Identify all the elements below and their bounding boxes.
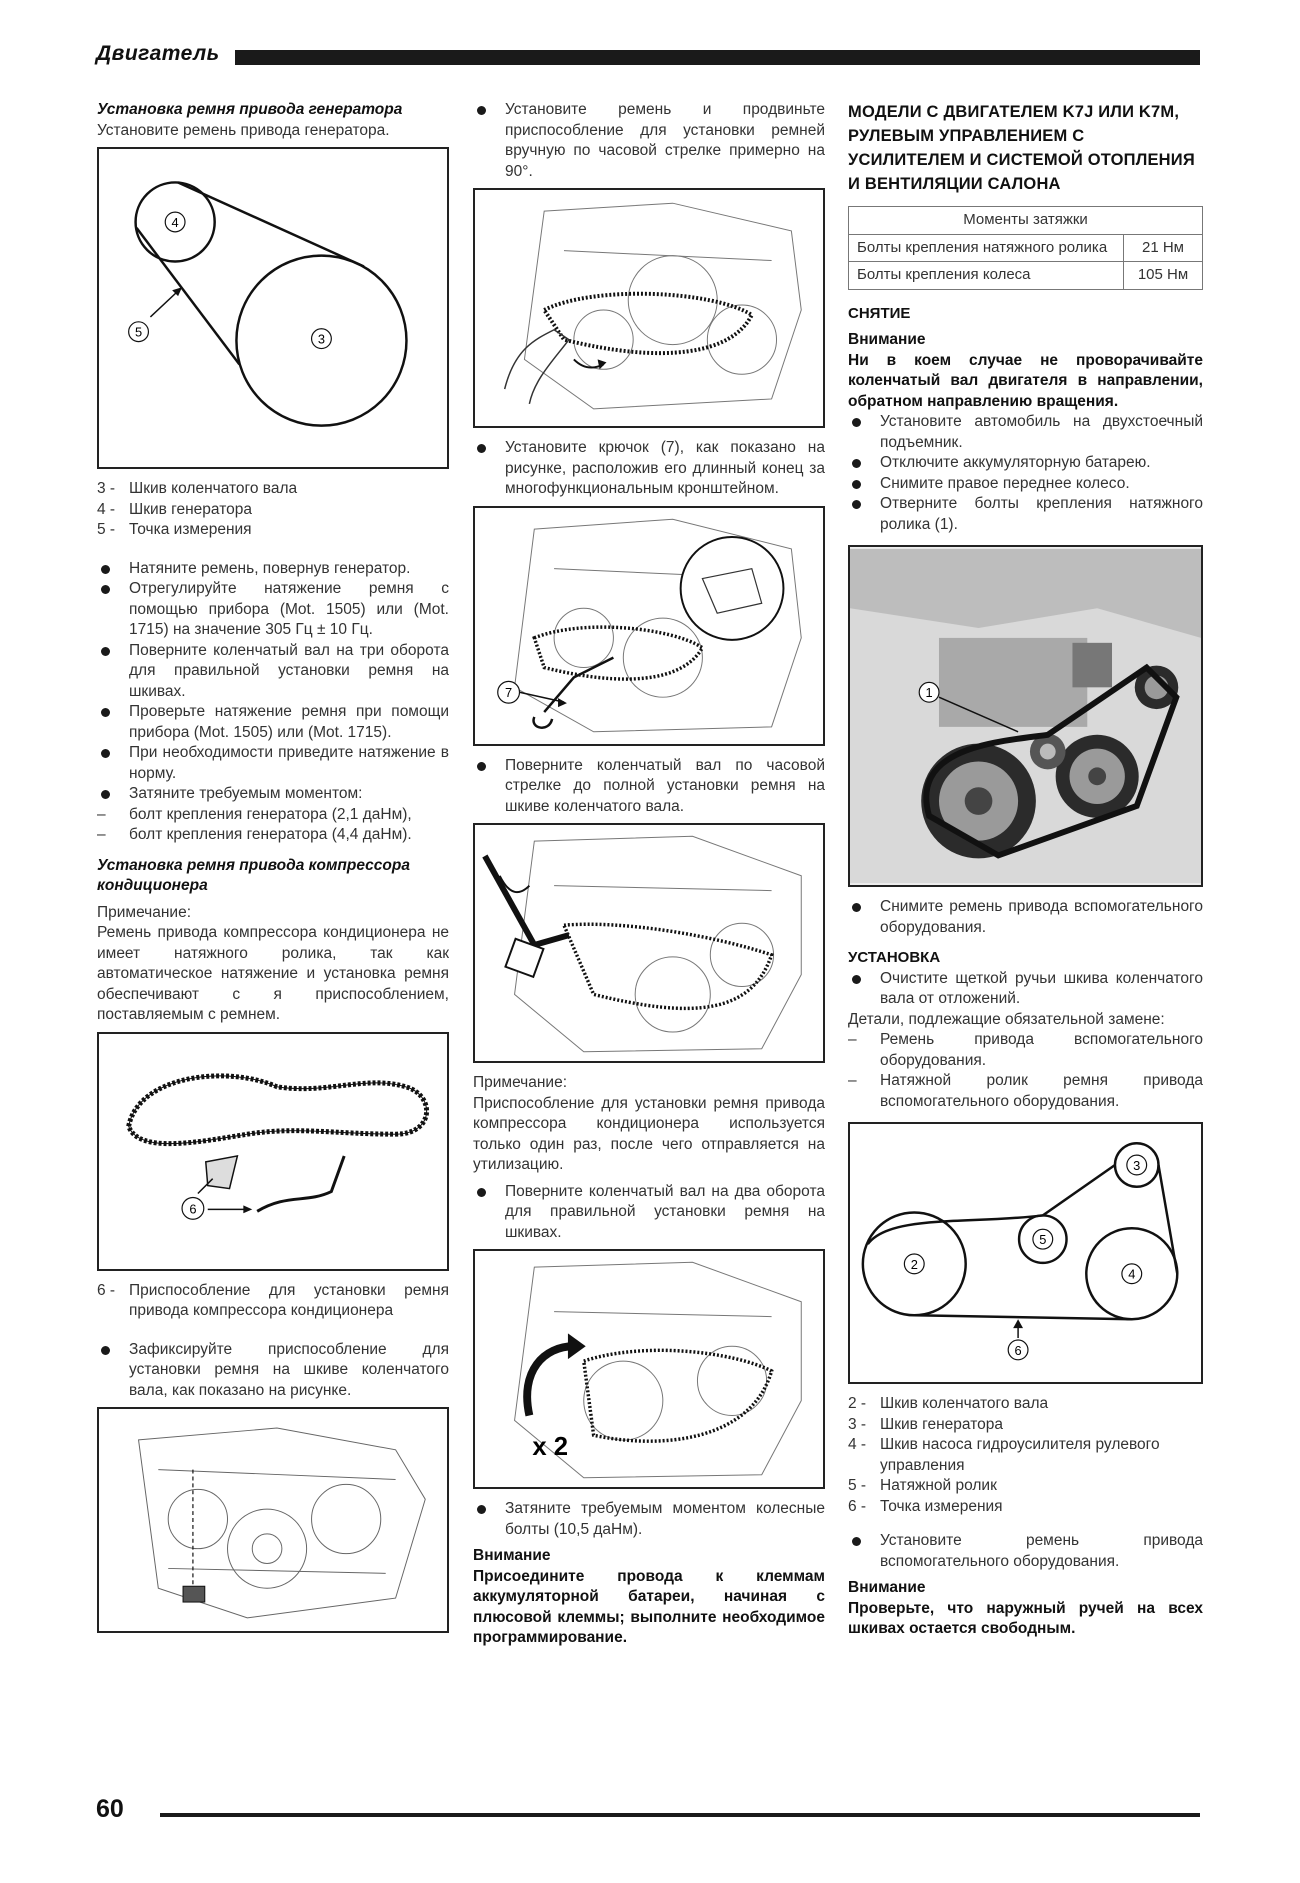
dash-item: – Ремень привода вспомогательного оборудования.: [848, 1030, 1203, 1071]
hand: [505, 330, 569, 404]
dash-item: – болт крепления генератора (2,1 даНм),: [97, 805, 449, 826]
note-label: Примечание:: [473, 1074, 568, 1091]
table-row: Болты крепления натяжного ролика 21 Нм: [849, 234, 1203, 262]
column-middle: [473, 100, 825, 1649]
legend-item: 5 - Точка измерения: [97, 521, 252, 538]
figure-belt-rotate: [473, 188, 825, 428]
figure-generator-belt: [97, 147, 449, 469]
engine-sketch: [99, 1409, 447, 1631]
bullet-item: Установите автомобиль на двухстоечный подъемник.: [848, 412, 1203, 453]
belt: [584, 1350, 772, 1441]
belt-diagram-k7: [850, 1124, 1201, 1382]
warning-text: Проверьте, что наружный ручей на всех шкивах остается свободным.: [848, 1599, 1203, 1637]
hook-tool: [257, 1155, 344, 1210]
rotate-arrow: [527, 1346, 574, 1415]
table-row: Болты крепления колеса 105 Нм: [849, 262, 1203, 290]
label-5: 5: [134, 324, 143, 340]
legend-item: 3 - Шкив генератора: [848, 1415, 1003, 1433]
page-number: 60: [96, 1795, 124, 1823]
bullet-item: Отрегулируйте натяжение ремня с помощью прибора (Mot. 1505) или (Mot. 1715) на значение 305 Гц ± 10 Гц.: [97, 579, 449, 641]
label-2: 2: [910, 1256, 918, 1272]
column-right: [848, 100, 1203, 1640]
dash-item: – болт крепления генератора (4,4 даНм).: [97, 825, 449, 846]
dash-item: – Натяжной ролик ремня привода вспомогательного оборудования.: [848, 1071, 1203, 1112]
torque-table: [848, 206, 1203, 290]
figure-belt-routing: [848, 1122, 1203, 1384]
footer-rule: [160, 1813, 1200, 1817]
legend-item: 6 - Точка измерения: [848, 1497, 1003, 1515]
legend-item: 4 - Шкив насоса гидроусилителя рулевого управления: [848, 1436, 1160, 1474]
bullet-item: Установите крючок (7), как показано на рисунке, расположив его длинный конец за многофункциональным кронштейном.: [473, 438, 825, 500]
bullet-item: Поверните коленчатый вал на два оборота для правильной установки ремня на шкивах.: [473, 1182, 825, 1244]
belt: [534, 627, 702, 679]
bullet-item: Проверьте натяжение ремня при помощи прибора (Mot. 1505) или (Mot. 1715).: [97, 702, 449, 743]
warning-text: Присоедините провода к клеммам аккумуляторной батареи, начиная с плюсовой клеммы; выполните необходимое программирование.: [473, 1567, 825, 1646]
bullet-item: Очистите щеткой ручьи шкива коленчатого вала от отложений.: [848, 969, 1203, 1010]
detail-zoom: [681, 537, 784, 640]
engine-sketch: [475, 825, 823, 1061]
label-3: 3: [1133, 1157, 1141, 1173]
warning-label: Внимание: [473, 1547, 551, 1564]
bullet-item: Отключите аккумуляторную батарею.: [848, 453, 1203, 474]
figure-crank-rotate: [473, 823, 825, 1063]
bullet-item: Снимите ремень привода вспомогательного оборудования.: [848, 897, 1203, 938]
intro-text: Установите ремень привода генератора.: [97, 121, 390, 139]
figure-tool-on-crank: [97, 1407, 449, 1633]
belt-diagram-generator: [99, 149, 447, 467]
label-1: 1: [925, 685, 933, 701]
label-4: 4: [171, 214, 179, 230]
ac-belt: [129, 1075, 427, 1143]
figure-two-turns: [473, 1249, 825, 1489]
bullet-item: Установите ремень привода вспомогательного оборудования.: [848, 1531, 1203, 1572]
belt-span-top: [178, 182, 364, 266]
label-6: 6: [1014, 1342, 1022, 1358]
engine-sketch: [475, 508, 823, 744]
belt: [564, 924, 772, 1008]
bullet-item: Установите ремень и продвиньте приспособление для установки ремней вручную по часовой стрелке примерно на 90°.: [473, 100, 825, 182]
subheading-ac-belt: Установка ремня привода компрессора кондиционера: [97, 856, 410, 894]
bullet-item: Зафиксируйте приспособление для установки ремня на шкиве коленчатого вала, как показано на рисунке.: [97, 1340, 449, 1402]
legend-item: 2 - Шкив коленчатого вала: [848, 1395, 1049, 1412]
warning-label: Внимание: [848, 331, 926, 348]
parts-intro: Детали, подлежащие обязательной замене:: [848, 1010, 1165, 1028]
note-text: Приспособление для установки ремня привода компрессора кондиционера используется только один раз, после чего отправляется на утилизацию.: [473, 1094, 825, 1173]
tool-block: [183, 1586, 205, 1602]
x2-label: x 2: [532, 1433, 569, 1462]
bullet-item: Натяните ремень, повернув генератор.: [97, 559, 449, 580]
legend-item: 4 - Шкив генератора: [97, 500, 252, 518]
subheading-generator-belt: Установка ремня привода генератора: [97, 101, 403, 118]
bullet-item: Затяните требуемым моментом колесные болты (10,5 даНм).: [473, 1499, 825, 1540]
engine-photo: [850, 547, 1201, 885]
figure-ac-belt-tool: [97, 1032, 449, 1271]
note-label: Примечание:: [97, 903, 192, 921]
belt-tool-drawing: [99, 1034, 447, 1269]
label-7: 7: [505, 684, 513, 700]
hook-7: [544, 657, 613, 711]
bullet-item: Снимите правое переднее колесо.: [848, 474, 1203, 495]
belt: [544, 294, 752, 353]
belt-span-left: [134, 228, 240, 364]
label-3: 3: [317, 331, 326, 347]
removal-heading: СНЯТИЕ: [848, 304, 911, 322]
warning-text: Ни в коем случае не проворачивайте коленчатый вал двигателя в направлении, обратном направлению вращения.: [848, 351, 1203, 410]
legend-item: 5 - Натяжной ролик: [848, 1477, 997, 1494]
installer-tool: [206, 1155, 238, 1188]
bullet-item: Отверните болты крепления натяжного ролика (1).: [848, 494, 1203, 535]
engine-sketch: [475, 1251, 823, 1487]
label-5: 5: [1039, 1232, 1047, 1248]
section-heading-k7j-k7m: МОДЕЛИ С ДВИГАТЕЛЕМ K7J ИЛИ K7M, РУЛЕВЫМ УПРАВЛЕНИЕМ С УСИЛИТЕЛЕМ И СИСТЕМОЙ ОТОПЛЕНИЯ И ВЕНТИЛЯЦИИ САЛОНА: [848, 103, 1195, 193]
belt-right: [1158, 1165, 1177, 1274]
belt-top-left: [868, 1165, 1115, 1244]
warning-label: Внимание: [848, 1579, 926, 1596]
note-text: Ремень привода компрессора кондиционера не имеет натяжного ролика, так как автоматическое натяжение и установка ремня обеспечивают с я приспособлением, поставляемым с ремнем.: [97, 924, 449, 1023]
header-rule: [235, 50, 1200, 65]
photo-tensioner: [848, 545, 1203, 887]
bullet-item: Затяните требуемым моментом:: [97, 784, 449, 805]
install-heading: УСТАНОВКА: [848, 949, 941, 966]
label-6: 6: [189, 1200, 197, 1216]
column-left: [97, 100, 449, 1633]
bullet-item: Поверните коленчатый вал по часовой стрелке до полной установки ремня на шкиве коленчатого вала.: [473, 756, 825, 818]
torque-table-header: Моменты затяжки: [849, 207, 1203, 235]
section-title: Двигатель: [96, 42, 220, 65]
legend-item: 3 - Шкив коленчатого вала: [97, 480, 298, 497]
bullet-item: При необходимости приведите натяжение в норму.: [97, 743, 449, 784]
engine-sketch: [475, 190, 823, 426]
legend-item: 6 - Приспособление для установки ремня привода компрессора кондиционера: [97, 1281, 449, 1319]
belt-bottom: [914, 1315, 1132, 1319]
figure-hook-install: [473, 506, 825, 746]
label-4: 4: [1128, 1266, 1136, 1282]
bullet-item: Поверните коленчатый вал на три оборота для правильной установки ремня на шкивах.: [97, 641, 449, 703]
